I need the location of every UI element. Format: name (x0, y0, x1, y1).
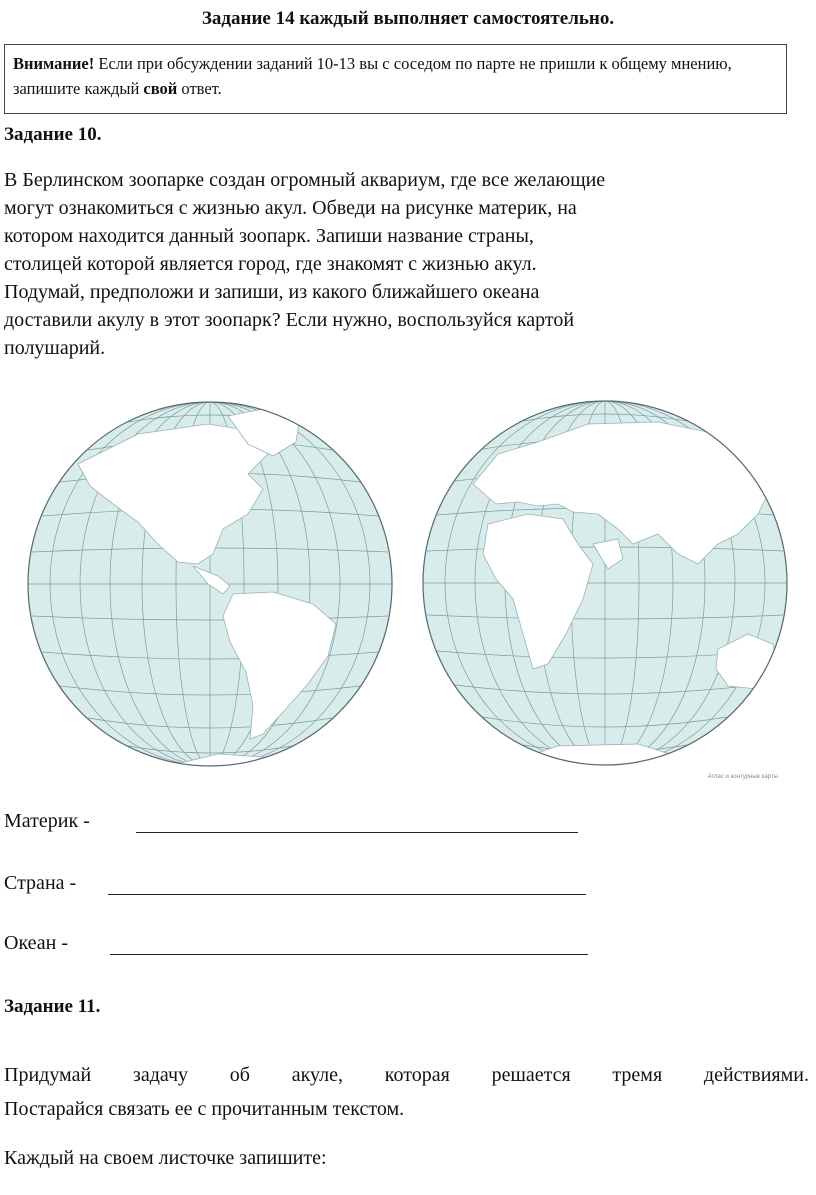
task10-line: Подумай, предположи и запиши, из какого ближайшего океана (4, 281, 540, 303)
continent-input-line[interactable] (136, 832, 578, 833)
page-title: Задание 14 каждый выполняет самостоятельно. (201, 8, 615, 29)
western-hemisphere[interactable] (28, 402, 392, 766)
notice-label: Внимание! (13, 54, 95, 73)
map-credit: Атлас и контурные карты (707, 774, 778, 780)
task10-title: Задание 10. (4, 124, 102, 145)
task10-body (4, 166, 809, 362)
task10-line: могут ознакомиться с жизнью акул. Обведи на рисунке материк, на (4, 197, 577, 219)
continent-answer[interactable] (4, 810, 604, 840)
notice-text-1: Если при обсуждении заданий 10-13 вы с соседом по парте не пришли к общему мнению, запишите каждый (13, 54, 732, 98)
task11-body (4, 1058, 809, 1126)
notice-box (4, 44, 787, 114)
ocean-label: Океан - (4, 932, 69, 954)
notice-text-2: ответ. (177, 79, 222, 98)
country-label: Страна - (4, 872, 77, 894)
task11-line-1: Придумай задачу об акуле, которая решается тремя действиями. (4, 1064, 809, 1086)
ocean-answer[interactable] (4, 932, 604, 962)
task10-line: доставили акулу в этот зоопарк? Если нужно, воспользуйся картой (4, 309, 575, 331)
task10-line: котором находится данный зоопарк. Запиши название страны, (4, 225, 534, 247)
country-input-line[interactable] (108, 894, 586, 895)
country-answer[interactable] (4, 872, 604, 902)
task10-line: столицей которой является город, где знакомят с жизнью акул. (4, 253, 537, 275)
task11-line-2: Постарайся связать ее с прочитанным текстом. (4, 1098, 405, 1120)
task11-line-3: Каждый на своем листочке запишите: (4, 1147, 327, 1169)
ocean-input-line[interactable] (110, 954, 588, 955)
eastern-hemisphere[interactable] (423, 401, 787, 766)
notice-emphasis: свой (143, 79, 178, 98)
task11-title: Задание 11. (4, 996, 101, 1017)
task10-line: полушарий. (4, 337, 106, 359)
continent-label: Материк - (4, 810, 90, 832)
hemispheres-map[interactable] (18, 394, 793, 786)
task10-line: В Берлинском зоопарке создан огромный аквариум, где все желающие (4, 169, 606, 191)
